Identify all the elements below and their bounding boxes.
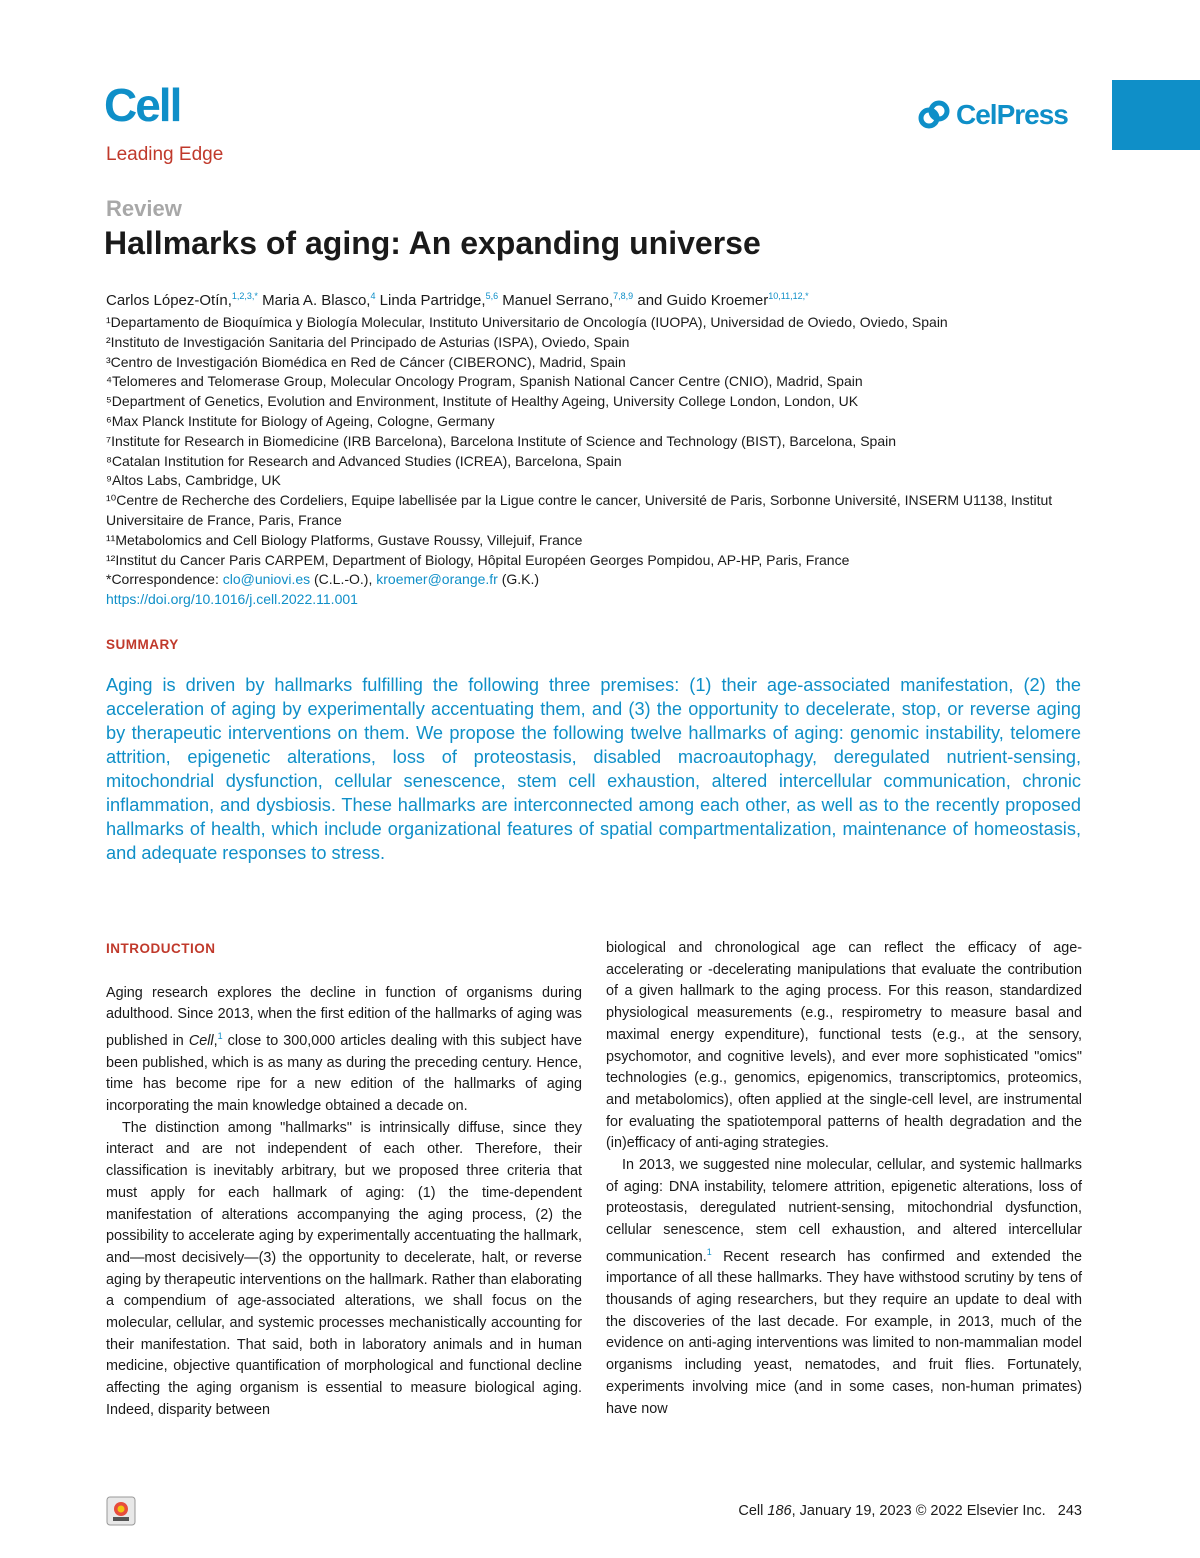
crossmark-icon[interactable] <box>106 1496 136 1526</box>
paragraph: biological and chronological age can reflect the efficacy of age-accelerating or -decelerating manipulations that evaluate the contribution of a given hallmark to the aging process. For this reason, standardized physiological measurements (e.g., respirometry to measure basal and maximal energy expenditure), functional tests (e.g., at the sensory, psychomotor, and cognitive levels), and ever more sophisticated "omics" technologies (e.g., genomics, epigenomics, transcriptomics, proteomics, and metabolomics), often applied at the single-cell level, are instrumental for evaluating the spatiotemporal patterns of health degradation and the (in)efficacy of anti-aging strategies. <box>606 940 1082 1152</box>
paragraph-text: Recent research has confirmed and extended the importance of all these hallmarks. They have withstood scrutiny by tens of thousands of aging researchers, but they require an update to deal with the discoveries of the last decade. For example, in 2013, much of the evidence on anti-aging interventions was limited to non-mammalian model organisms including yeast, nematodes, and fruit flies. Fortunately, experiments involving mice (and in some cases, non-human primates) have now <box>606 1248 1082 1417</box>
cellpress-icon <box>918 99 950 131</box>
summary-text: Aging is driven by hallmarks fulfilling the following three premises: (1) their age-associated manifestation, (2) the acceleration of aging by experimentally accentuating them, and (3) the opportunity to decelerate, stop, or reverse aging by therapeutic interventions on them. We propose the following twelve hallmarks of aging: genomic instability, telomere attrition, epigenetic alterations, loss of proteostasis, disabled macroautophagy, deregulated nutrient-sensing, mitochondrial dysfunction, cellular senescence, stem cell exhaustion, altered intercellular communication, chronic inflammation, and dysbiosis. These hallmarks are interconnected among each other, as well as to the recently proposed hallmarks of health, which include organizational features of spatial compartmentalization, maintenance of homeostasis, and adequate responses to stress. <box>106 675 1081 863</box>
correspondence-text: (G.K.) <box>497 571 540 588</box>
correspondence-prefix: *Correspondence: <box>106 571 223 588</box>
author-name: Carlos López-Otín, <box>106 292 232 309</box>
author-affil-ref: 4 <box>370 291 376 301</box>
affiliation: ⁸Catalan Institution for Research and Advanced Studies (ICREA), Barcelona, Spain <box>106 452 622 469</box>
author-affil-ref: 7,8,9 <box>613 291 634 301</box>
author-affil-ref: 10,11,12,* <box>768 291 809 301</box>
affiliation-list <box>106 313 1086 610</box>
email-link[interactable]: kroemer@orange.fr <box>376 571 498 588</box>
body-column-right <box>606 938 1082 1420</box>
corner-tab <box>1112 80 1200 150</box>
summary-heading: SUMMARY <box>106 637 179 652</box>
section-label: Leading Edge <box>106 144 224 165</box>
author-name: Maria A. Blasco, <box>257 292 371 309</box>
author-name: Linda Partridge, <box>375 292 486 309</box>
affiliation: ¹⁰Centre de Recherche des Cordeliers, Equipe labellisée par la Ligue contre le cancer, Université de Paris, Sorbonne Université, INSERM U1138, Institut Universitaire de France, Paris, France <box>106 492 1053 528</box>
paragraph: The distinction among "hallmarks" is intrinsically diffuse, since they interact and are not independent of each other. Therefore, their classification is inevitably arbitrary, but we proposed three criteria that must apply for each hallmark of aging: (1) the time-dependent manifestation of alterations accompanying the aging process, (2) the possibility to accelerate aging by experimentally accentuating the hallmark, and—most decisively—(3) the opportunity to decelerate, halt, or reverse aging by therapeutic interventions on the hallmark. Rather than elaborating a compendium of age-associated alterations, we shall focus on the molecular, cellular, and systemic processes mechanistically accounting for their manifestation. That said, both in laboratory animals and in human medicine, objective quantification of morphological and functional decline affecting the aging organism is essential to measure biological aging. Indeed, disparity between <box>106 1119 582 1418</box>
author-name: Manuel Serrano, <box>498 292 614 309</box>
correspondence-text: (C.L.-O.), <box>310 571 377 588</box>
affiliation: ⁷Institute for Research in Biomedicine (IRB Barcelona), Barcelona Institute of Science and Technology (BIST), Barcelona, Spain <box>106 432 896 449</box>
author-affil-ref: 1,2,3,* <box>231 291 258 301</box>
affiliation: ¹²Institut du Cancer Paris CARPEM, Department of Biology, Hôpital Européen Georges Pompidou, AP-HP, Paris, France <box>106 551 850 568</box>
author-name: and Guido Kroemer <box>633 292 769 309</box>
author-affil-ref: 5,6 <box>485 291 499 301</box>
footer-volume: 186 <box>767 1503 792 1519</box>
affiliation: ¹¹Metabolomics and Cell Biology Platforms, Gustave Roussy, Villejuif, France <box>106 531 583 548</box>
body-column-left <box>106 938 582 1422</box>
footer-date: , January 19, 2023 © 2022 Elsevier Inc. <box>791 1503 1046 1519</box>
affiliation: ⁶Max Planck Institute for Biology of Ageing, Cologne, Germany <box>106 412 495 429</box>
article-title: Hallmarks of aging: An expanding universe <box>104 225 761 261</box>
paragraph <box>606 1155 1082 1420</box>
reference-link[interactable]: 1 <box>217 1031 223 1042</box>
email-link[interactable]: clo@uniovi.es <box>222 571 311 588</box>
paragraph-text: In 2013, we suggested nine molecular, cellular, and systemic hallmarks of aging: DNA instability, telomere attrition, epigenetic alterations, loss of proteostasis, deregulated nutrient-sensing, mitochondrial dysfunction, cellular senescence, stem cell exhaustion, and altered intercellular communication. <box>606 1157 1082 1265</box>
paragraph-text: close to 300,000 articles dealing with this subject have been published, which is as many as during the preceding century. Hence, time has become ripe for a new edition of the hallmarks of aging incorporating the main knowledge obtained a decade on. <box>106 1032 582 1115</box>
affiliation: ⁹Altos Labs, Cambridge, UK <box>106 472 281 489</box>
footer-journal: Cell <box>738 1503 768 1519</box>
publisher-name: CelPress <box>956 99 1068 130</box>
paragraph: Aging research explores the decline in function of organisms during adulthood. Since 2013, when the first edition of the hallmarks of aging was published in Cell,$^1$ close to 300,000 articles dealing with this subject have been published, which is as many as during the preceding century. Hence, time has become ripe for a new edition of the hallmarks of aging incorporating the main knowledge obtained a decade on. <box>106 984 582 1115</box>
page-footer <box>738 1503 1082 1519</box>
paragraph-text: Aging research explores the decline in function of organisms during adulthood. Since 2013, when the first edition of the hallmarks of aging was published in <box>106 984 582 1049</box>
affiliation: ¹Departamento de Bioquímica y Biología Molecular, Instituto Universitario de Oncología (IUOPA), Universidad de Oviedo, Oviedo, Spain <box>106 314 948 330</box>
doi-link[interactable]: https://doi.org/10.1016/j.cell.2022.11.001 <box>106 591 358 608</box>
publisher-logo <box>918 99 1068 131</box>
article-type: Review <box>106 196 182 221</box>
affiliation: ²Instituto de Investigación Sanitaria del Principado de Asturias (ISPA), Oviedo, Spain <box>106 333 630 350</box>
affiliation: ³Centro de Investigación Biomédica en Red de Cáncer (CIBERONC), Madrid, Spain <box>106 353 626 370</box>
page-number: 243 <box>1057 1503 1082 1519</box>
journal-logo: Cell <box>104 79 181 131</box>
correspondence <box>106 570 1086 590</box>
affiliation: ⁴Telomeres and Telomerase Group, Molecular Oncology Program, Spanish National Cancer Centre (CNIO), Madrid, Spain <box>106 373 863 390</box>
reference-link[interactable]: 1 <box>706 1246 712 1257</box>
author-list <box>106 291 809 309</box>
journal-name: Cell <box>188 1032 214 1049</box>
introduction-heading: INTRODUCTION <box>106 941 216 956</box>
affiliation: ⁵Department of Genetics, Evolution and Environment, Institute of Healthy Ageing, University College London, London, UK <box>106 393 859 410</box>
